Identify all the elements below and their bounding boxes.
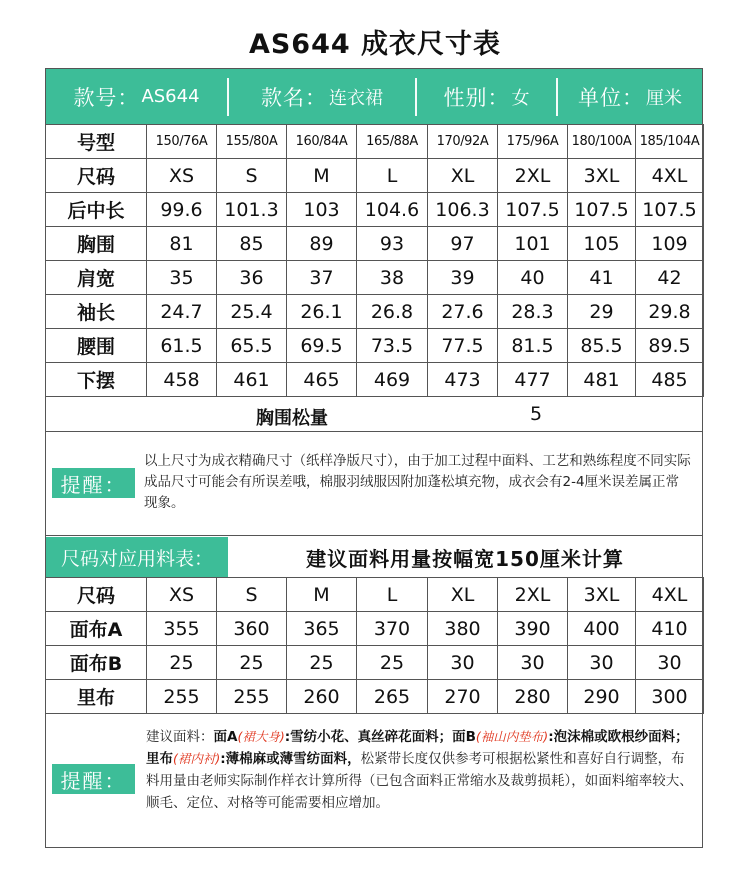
- table-cell: XL: [428, 159, 498, 193]
- table-cell: 265: [357, 680, 428, 714]
- table-cell: 25: [147, 646, 217, 680]
- table-cell: 30: [568, 646, 636, 680]
- table-cell: 69.5: [287, 329, 357, 363]
- row-label: 里布: [46, 680, 147, 714]
- table-cell: 30: [636, 646, 704, 680]
- row-label: 面布A: [46, 612, 147, 646]
- table-cell: 355: [147, 612, 217, 646]
- table-cell: 155/80A: [217, 125, 287, 159]
- model-value: AS644: [141, 86, 200, 107]
- table-cell: 481: [568, 363, 636, 397]
- table-cell: 170/92A: [428, 125, 498, 159]
- note2-red-part: (裙内衬): [173, 751, 221, 766]
- table-cell: 469: [357, 363, 428, 397]
- table-cell: XS: [147, 159, 217, 193]
- table-cell: 4XL: [636, 159, 704, 193]
- table-row: [46, 261, 704, 295]
- table-cell: L: [357, 578, 428, 612]
- note2-part: 松紧带长度仅供参考可根据松紧性和喜好自行调整，布料用量由老师实际制作样衣计算所得（已包含面料正常缩水及裁剪损耗），如面料缩率较大、顺毛、定位、对格等可能需要相应增加。: [146, 751, 693, 811]
- table-cell: 4XL: [636, 578, 704, 612]
- row-label: 肩宽: [46, 261, 147, 295]
- name-value: 连衣裙: [329, 87, 383, 109]
- table-cell: 77.5: [428, 329, 498, 363]
- table-cell: 461: [217, 363, 287, 397]
- table-cell: 400: [568, 612, 636, 646]
- unit-value: 厘米: [646, 87, 682, 109]
- gender-cell: [417, 69, 556, 124]
- unit-key: 单位：: [578, 85, 644, 110]
- table-cell: 2XL: [498, 578, 568, 612]
- table-cell: 25: [217, 646, 287, 680]
- row-label: 尺码: [46, 578, 147, 612]
- table-cell: 101: [498, 227, 568, 261]
- fabric-title: 建议面料用量按幅宽150厘米计算: [306, 546, 624, 571]
- table-cell: 85.5: [568, 329, 636, 363]
- row-label: 腰围: [46, 329, 147, 363]
- table-cell: 28.3: [498, 295, 568, 329]
- table-cell: 25: [357, 646, 428, 680]
- table-cell: M: [287, 159, 357, 193]
- table-cell: 89: [287, 227, 357, 261]
- info-header: [46, 69, 702, 124]
- table-cell: 89.5: [636, 329, 704, 363]
- unit-cell: [558, 69, 702, 124]
- table-cell: M: [287, 578, 357, 612]
- table-cell: 73.5: [357, 329, 428, 363]
- table-row: [46, 295, 704, 329]
- table-row: [46, 578, 704, 612]
- table-cell: 42: [636, 261, 704, 295]
- table-cell: S: [217, 578, 287, 612]
- table-cell: 93: [357, 227, 428, 261]
- table-cell: 485: [636, 363, 704, 397]
- table-cell: 370: [357, 612, 428, 646]
- table-cell: 29: [568, 295, 636, 329]
- table-cell: 97: [428, 227, 498, 261]
- note2-part: 面A: [213, 729, 238, 745]
- table-row: [46, 227, 704, 261]
- note2-part: :泡沫棉或欧根纱面料；里布: [146, 729, 689, 767]
- note2-part: :雪纺小花、真丝碎花面料；面B: [284, 729, 476, 745]
- table-cell: 107.5: [636, 193, 704, 227]
- table-cell: 101.3: [217, 193, 287, 227]
- table-cell: 39: [428, 261, 498, 295]
- table-cell: 27.6: [428, 295, 498, 329]
- table-cell: 473: [428, 363, 498, 397]
- reminder-badge: 提醒：: [52, 764, 135, 794]
- table-cell: 26.8: [357, 295, 428, 329]
- table-cell: 30: [498, 646, 568, 680]
- note-block-1: [45, 432, 703, 536]
- table-cell: XS: [147, 578, 217, 612]
- table-cell: 270: [428, 680, 498, 714]
- row-label: 面布B: [46, 646, 147, 680]
- table-cell: 280: [498, 680, 568, 714]
- table-cell: 150/76A: [147, 125, 217, 159]
- ease-row: [45, 398, 703, 432]
- table-cell: 106.3: [428, 193, 498, 227]
- table-cell: 290: [568, 680, 636, 714]
- table-cell: 37: [287, 261, 357, 295]
- ease-label: 胸围松量: [256, 408, 328, 429]
- note2-red-part: (裙大身): [237, 729, 285, 744]
- table-cell: 35: [147, 261, 217, 295]
- row-label: 号型: [46, 125, 147, 159]
- page-title: AS644 成衣尺寸表: [248, 29, 502, 60]
- table-cell: 410: [636, 612, 704, 646]
- row-label: 后中长: [46, 193, 147, 227]
- table-cell: 104.6: [357, 193, 428, 227]
- note-text-2: [146, 726, 698, 814]
- table-row: [46, 680, 704, 714]
- note2-part: :薄棉麻或薄雪纺面料，: [220, 751, 361, 767]
- gender-key: 性别：: [443, 85, 510, 110]
- table-cell: 85: [217, 227, 287, 261]
- table-cell: 41: [568, 261, 636, 295]
- table-cell: S: [217, 159, 287, 193]
- table-cell: 99.6: [147, 193, 217, 227]
- table-cell: 365: [287, 612, 357, 646]
- table-cell: 185/104A: [636, 125, 704, 159]
- table-cell: 81: [147, 227, 217, 261]
- table-cell: 260: [287, 680, 357, 714]
- table-cell: 107.5: [568, 193, 636, 227]
- name-key: 款名：: [261, 85, 327, 110]
- row-label: 胸围: [46, 227, 147, 261]
- table-cell: 65.5: [217, 329, 287, 363]
- table-cell: 25: [287, 646, 357, 680]
- table-cell: 38: [357, 261, 428, 295]
- table-cell: 105: [568, 227, 636, 261]
- table-cell: 3XL: [568, 578, 636, 612]
- name-cell: [229, 69, 415, 124]
- table-cell: 107.5: [498, 193, 568, 227]
- table-cell: XL: [428, 578, 498, 612]
- note2-red-part: (袖山内垫布): [475, 729, 549, 744]
- table-cell: 180/100A: [568, 125, 636, 159]
- table-cell: 255: [217, 680, 287, 714]
- model-key: 款号：: [73, 85, 140, 110]
- gender-value: 女: [511, 87, 530, 109]
- table-row: [46, 646, 704, 680]
- size-table: [45, 124, 704, 397]
- table-cell: 36: [217, 261, 287, 295]
- table-cell: 160/84A: [287, 125, 357, 159]
- table-cell: 477: [498, 363, 568, 397]
- row-label: 袖长: [46, 295, 147, 329]
- table-cell: L: [357, 159, 428, 193]
- row-label: 下摆: [46, 363, 147, 397]
- note-text-1: 以上尺寸为成衣精确尺寸（纸样净版尺寸），由于加工过程中面料、工艺和熟练程度不同实际成品尺寸可能会有所误差哦，棉服羽绒服因附加蓬松填充物，成衣会有2-4厘米误差属正常现象。: [144, 453, 691, 511]
- table-cell: 26.1: [287, 295, 357, 329]
- table-cell: 30: [428, 646, 498, 680]
- table-cell: 103: [287, 193, 357, 227]
- table-cell: 29.8: [636, 295, 704, 329]
- table-row: [46, 363, 704, 397]
- table-cell: 40: [498, 261, 568, 295]
- table-cell: 2XL: [498, 159, 568, 193]
- table-cell: 360: [217, 612, 287, 646]
- table-cell: 390: [498, 612, 568, 646]
- note2-part: 建议面料：: [146, 729, 214, 745]
- table-cell: 175/96A: [498, 125, 568, 159]
- table-cell: 465: [287, 363, 357, 397]
- table-cell: 255: [147, 680, 217, 714]
- table-cell: 61.5: [147, 329, 217, 363]
- table-cell: 81.5: [498, 329, 568, 363]
- table-row: [46, 329, 704, 363]
- table-cell: 165/88A: [357, 125, 428, 159]
- table-row: [46, 125, 704, 159]
- table-row: [46, 159, 704, 193]
- table-cell: 25.4: [217, 295, 287, 329]
- reminder-badge: 提醒：: [52, 468, 135, 498]
- model-cell: [46, 69, 227, 124]
- table-cell: 300: [636, 680, 704, 714]
- fabric-badge: 尺码对应用料表：: [46, 537, 228, 577]
- fabric-table: [45, 577, 704, 714]
- table-cell: 109: [636, 227, 704, 261]
- fabric-section-header: [46, 537, 702, 577]
- table-cell: 458: [147, 363, 217, 397]
- ease-value: 5: [530, 403, 543, 425]
- table-row: [46, 193, 704, 227]
- table-cell: 24.7: [147, 295, 217, 329]
- table-row: [46, 612, 704, 646]
- table-cell: 3XL: [568, 159, 636, 193]
- row-label: 尺码: [46, 159, 147, 193]
- table-cell: 380: [428, 612, 498, 646]
